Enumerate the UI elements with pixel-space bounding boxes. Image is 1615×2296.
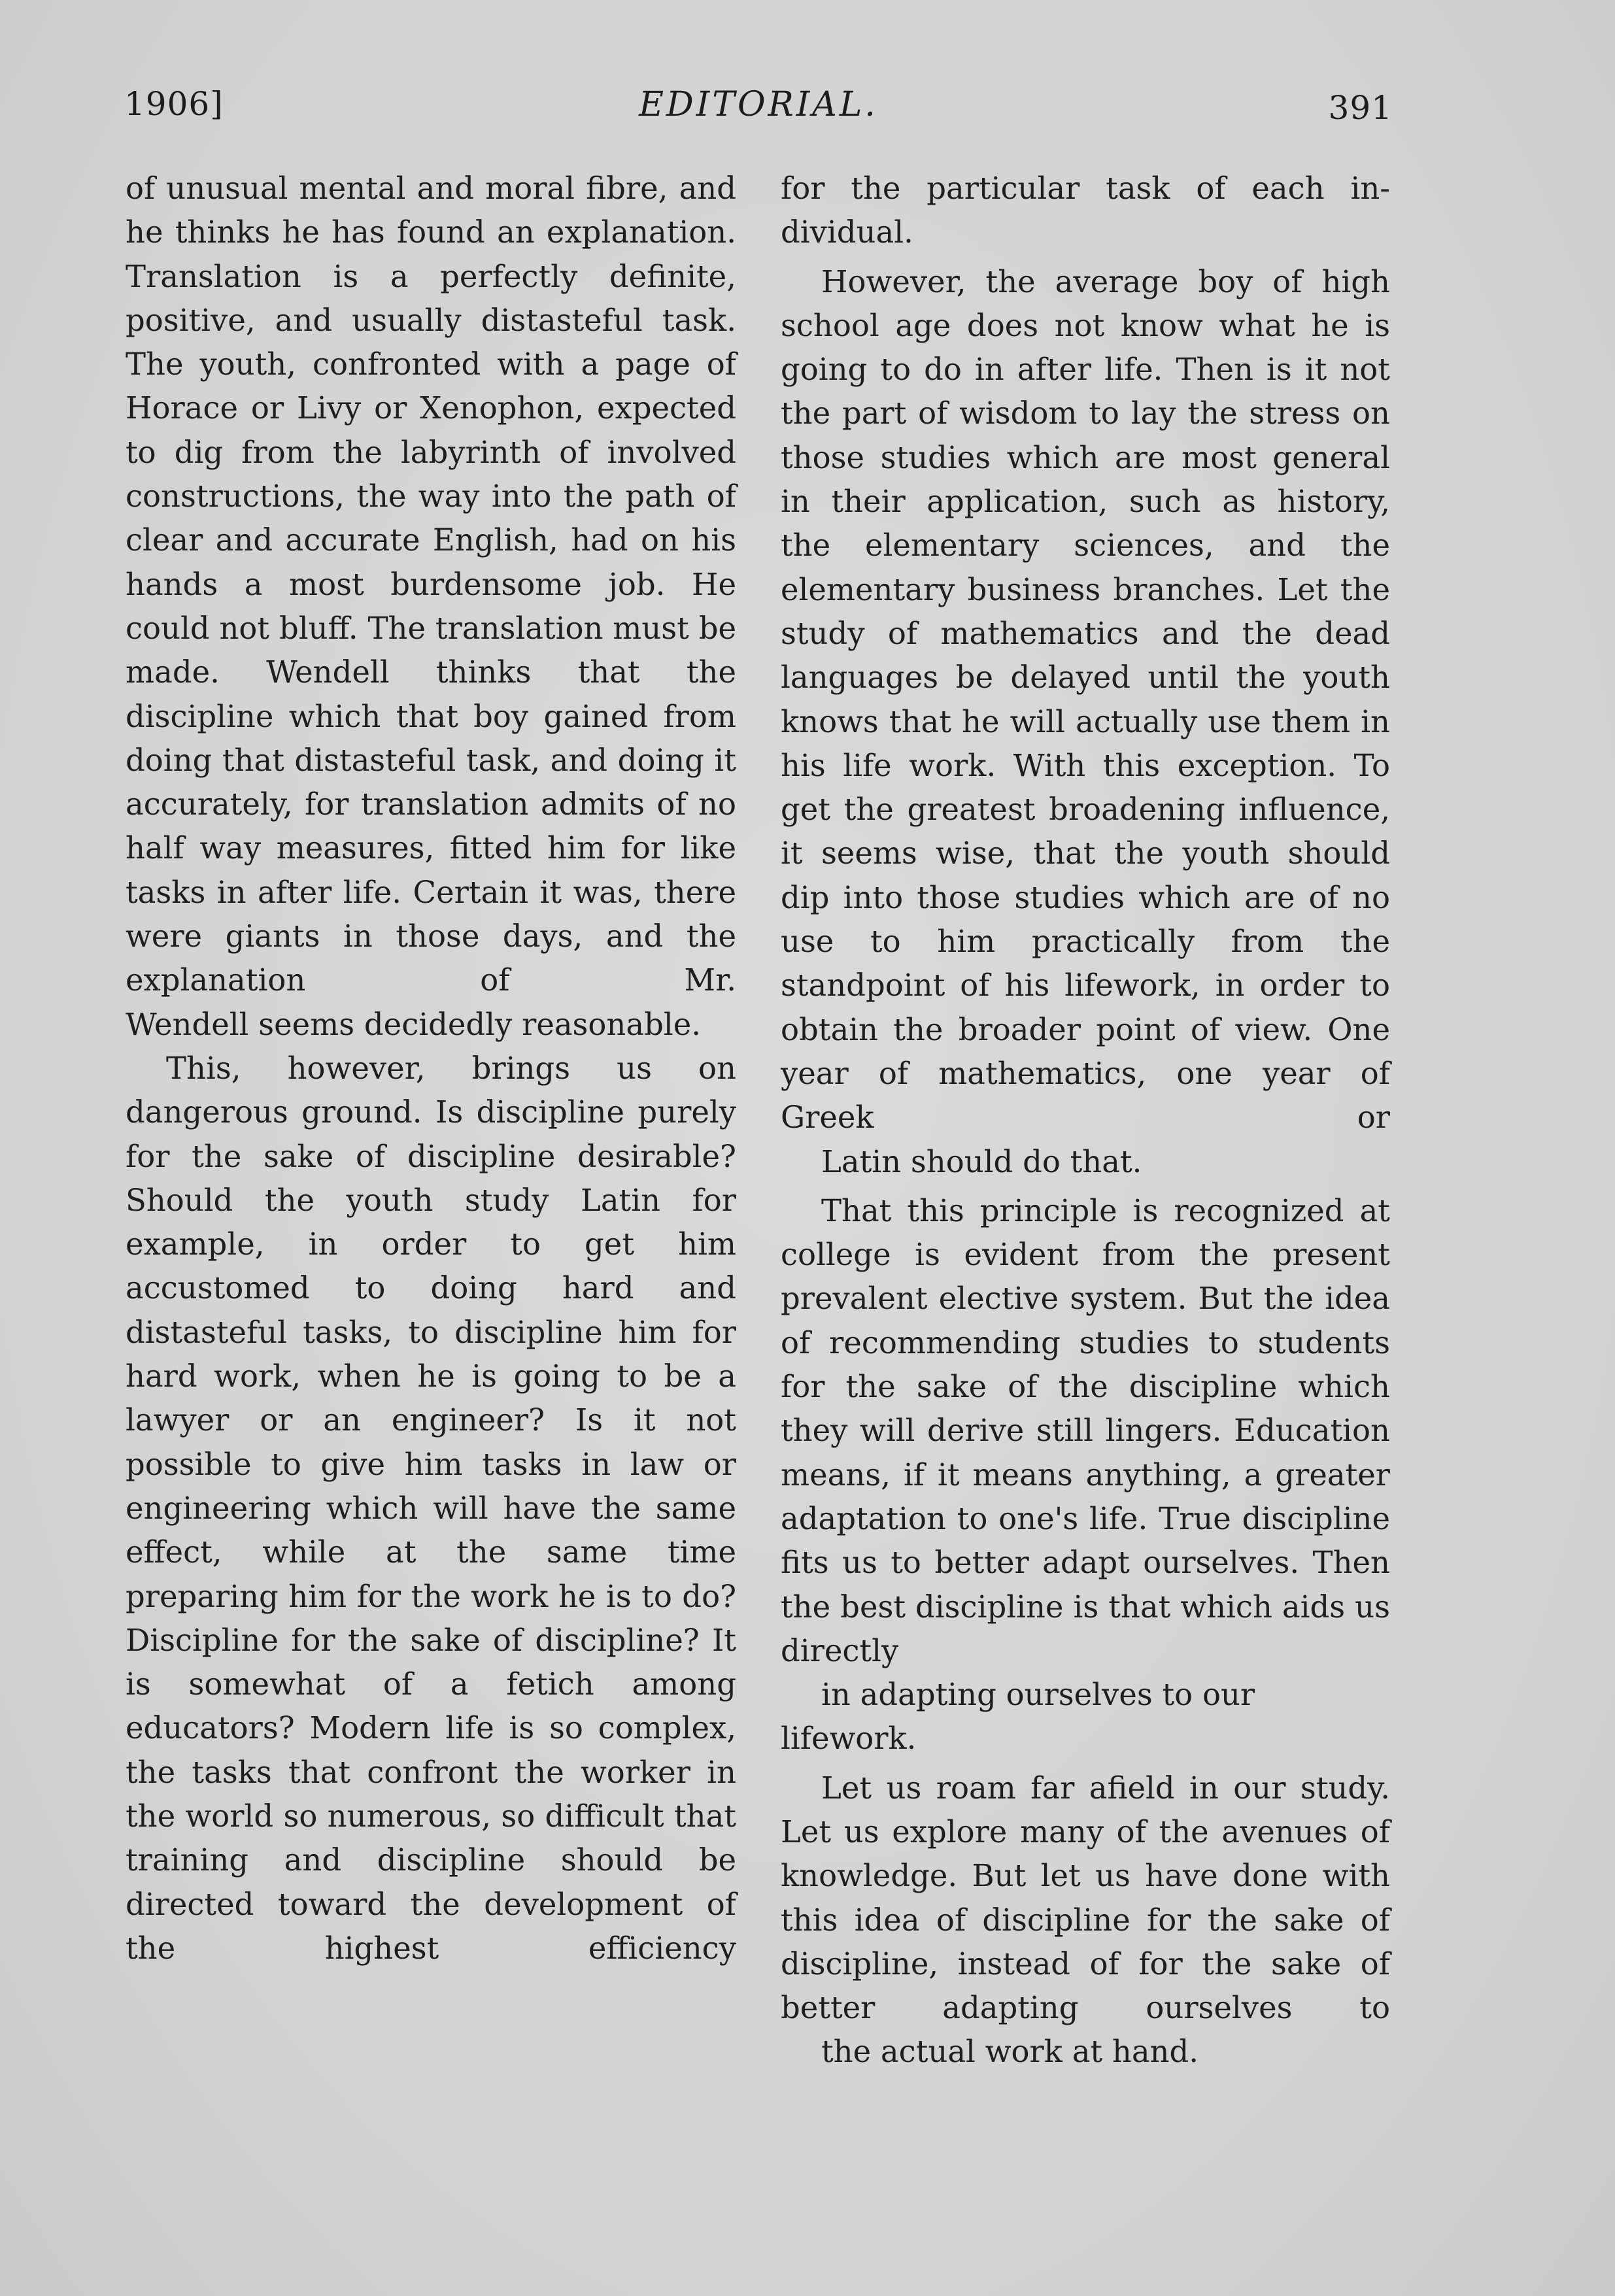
left-column bbox=[126, 167, 736, 1970]
paragraph-last-line: Wendell seems decidedly reasonable. bbox=[126, 1006, 702, 1042]
paragraph-text: That this principle is recognized at college is evident from the present prevalent elective system. But the idea of recommending studies to students for the sake of the discipline which they will derive still lingers. Education means, if it means anything, a greater adaptation to one's life. True discipline fits us to better adapt ourselves. Then the best discipline is that which aids us directly bbox=[781, 1192, 1390, 1668]
paragraph bbox=[781, 260, 1390, 1184]
paragraph bbox=[781, 167, 1390, 255]
paragraph-last-line: dividual. bbox=[781, 214, 913, 250]
paragraph-last-line: Latin should do that. bbox=[821, 1143, 1142, 1179]
header-title: EDITORIAL. bbox=[639, 85, 878, 124]
paragraph bbox=[126, 167, 736, 1047]
paragraph-text: This, however, brings us on dangerous ground. Is discipline purely for the sake of discipline desirable? Should the youth study Latin for example, in order to get him accustomed to doing hard and distasteful tasks, to discipline him for hard work, when he is going to be a lawyer or an engineer? Is it not possible to give him tasks in law or engineering which will have the same effect, while at the same time preparing him for the work he is to do? Discipline for the sake of discipline? It is somewhat of a fetich among educators? Modern life is so complex, the tasks that confront the worker in the world so numerous, so difficult that training and discipline should be directed toward the development of the highest efficiency bbox=[126, 1050, 736, 1966]
paragraph-last-line: in adapting ourselves to our lifework. bbox=[781, 1677, 1255, 1757]
paragraph bbox=[126, 1047, 736, 1970]
running-header bbox=[124, 85, 1393, 137]
page-number: 391 bbox=[1328, 89, 1393, 127]
right-column bbox=[781, 167, 1390, 2074]
paragraph-last-line: the actual work at hand. bbox=[821, 2034, 1199, 2070]
header-year: 1906] bbox=[124, 85, 224, 123]
paragraph-text: Let us roam far afield in our study. Let us explore many of the avenues of knowledge. But let us have done with this idea of discipline for the sake of discipline, instead of for the sake of better adapting ourselves to bbox=[781, 1770, 1390, 2026]
paragraph-text: for the particular task of each in- bbox=[781, 171, 1390, 206]
paragraph bbox=[781, 1189, 1390, 1761]
paragraph bbox=[781, 1766, 1390, 2074]
paragraph-text: However, the average boy of high school age does not know what he is going to do in after life. Then is it not the part of wisdom to lay the stress on those studies which are most general in their application, such as history, the elementary sciences, and the elementary business branches. Let the study of mathematics and the dead languages be delayed until the youth knows that he will actually use them in his life work. With this exception. To get the greatest broadening influence, it seems wise, that the youth should dip into those studies which are of no use to him practically from the standpoint of his lifework, in order to obtain the broader point of view. One year of mathematics, one year of Greek or bbox=[781, 263, 1390, 1136]
paragraph-text: of unusual mental and moral fibre, and he thinks he has found an explanation. Translation is a perfectly definite, positive, and usually distasteful task. The youth, confronted with a page of Horace or Livy or Xenophon, expected to dig from the labyrinth of involved constructions, the way into the path of clear and accurate English, had on his hands a most burdensome job. He could not bluff. The translation must be made. Wendell thinks that the discipline which that boy gained from doing that distasteful task, and doing it accurately, for translation admits of no half way measures, fitted him for like tasks in after life. Certain it was, there were giants in those days, and the explanation of Mr. bbox=[126, 171, 736, 998]
